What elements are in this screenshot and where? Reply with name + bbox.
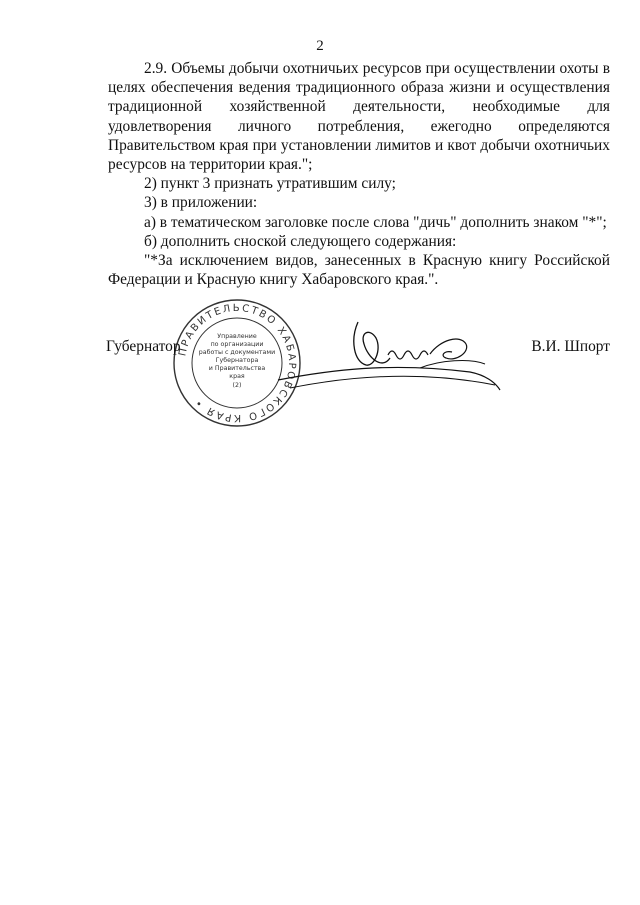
paragraph-footnote: "*За исключением видов, занесенных в Красную книгу Российской Федерации и Красную книгу Хабаровского края.". [108, 252, 610, 289]
svg-text:Управление: Управление [217, 333, 257, 340]
signatory-position: Губернатор [106, 338, 181, 355]
paragraph-item-3a: а) в тематическом заголовке после слова "дичь" дополнить знаком "*"; [144, 213, 607, 231]
svg-text:работы с документами: работы с документами [198, 349, 276, 356]
svg-text:и Правительства: и Правительства [208, 365, 266, 372]
paragraph-item-2: 2) пункт 3 признать утратившим силу; [144, 175, 396, 193]
handwritten-signature [270, 310, 510, 400]
signatory-name: В.И. Шпорт [531, 338, 610, 355]
svg-text:по организации: по организации [210, 341, 264, 348]
svg-text:(2): (2) [232, 382, 242, 389]
page-number: 2 [316, 38, 324, 54]
paragraph-item-3: 3) в приложении: [144, 194, 258, 212]
paragraph-item-3b: б) дополнить сноской следующего содержания: [144, 232, 457, 250]
svg-text:края: края [229, 373, 245, 380]
svg-text:Губернатора: Губернатора [215, 357, 259, 364]
document-body [108, 59, 610, 289]
svg-text:ПРАВИТЕЛЬСТВО ХАБАРОВСКОГО КРА: ПРАВИТЕЛЬСТВО ХАБАРОВСКОГО КРАЯ • [177, 302, 298, 424]
paragraph-2-9: 2.9. Объемы добычи охотничьих ресурсов при осуществлении охоты в целях обеспечения ведения традиционного образа жизни и осуществления традиционной хозяйственной деятельности, необходимые для удовлетворения личного потребления, ежегодно определяются Правительством края при установлении лимитов и квот добычи охотничьих ресурсов на территории края."; [108, 60, 610, 174]
